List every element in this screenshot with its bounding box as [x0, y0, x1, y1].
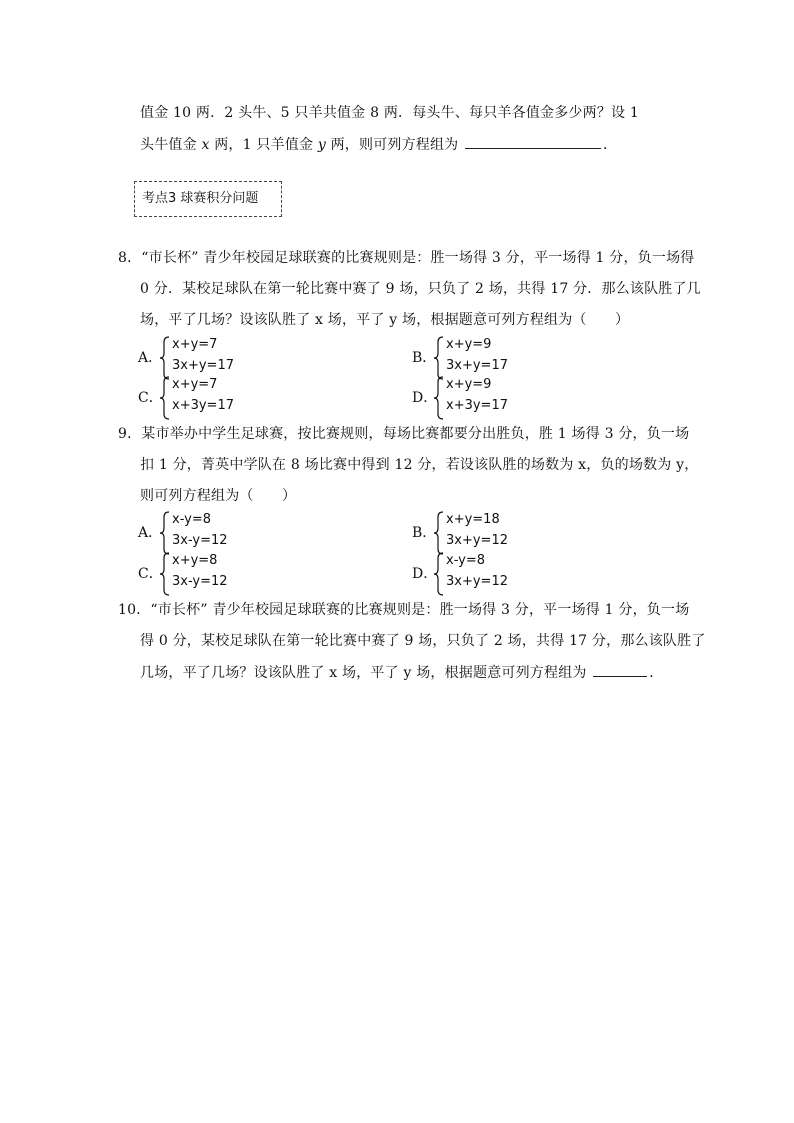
- var-y: y: [317, 137, 326, 153]
- intro-line-2-text-a: 头牛值金: [140, 137, 202, 153]
- option-letter: B．: [412, 525, 437, 541]
- q10-line-3: [140, 662, 663, 683]
- option-letter: A．: [138, 525, 163, 541]
- q8-line-2: 0 分．某校足球队在第一轮比赛中赛了 9 场，只负了 2 场，共得 17 分．那么该队胜了几: [140, 281, 701, 297]
- option-letter: A．: [138, 350, 163, 366]
- q8-line-3: 场，平了几场？设该队胜了 x 场，平了 y 场，根据题意可列方程组为（ ）: [140, 312, 630, 328]
- q10-line-3-end: ．: [649, 665, 664, 681]
- equation-1: x+y=7: [172, 377, 218, 392]
- equation-1: x+y=7: [172, 337, 218, 352]
- equation-2: 3x-y=12: [172, 574, 228, 589]
- q9-line-1: 9．某市举办中学生足球赛，按比赛规则，每场比赛都要分出胜负，胜 1 场得 3 分，负一场: [118, 426, 690, 442]
- brace-icon: [159, 376, 171, 420]
- brace-icon: [433, 376, 445, 420]
- equation-2: 3x-y=12: [172, 533, 228, 548]
- equation-2: x+3y=17: [172, 398, 234, 413]
- q9-line-2: 扣 1 分，菁英中学队在 8 场比赛中得到 12 分，若设该队胜的场数为 x，负的场数为 y，: [140, 457, 699, 473]
- option-letter: B．: [412, 350, 437, 366]
- equation-1: x+y=18: [446, 512, 500, 527]
- equation-1: x+y=9: [446, 337, 492, 352]
- q8-line-1: 8．“市长杯” 青少年校园足球联赛的比赛规则是：胜一场得 3 分，平一场得 1 分，负一场得: [118, 250, 695, 266]
- equation-1: x+y=9: [446, 377, 492, 392]
- var-x: x: [201, 137, 210, 153]
- brace-icon: [159, 511, 171, 555]
- q10-line-1: 10．“市长杯” 青少年校园足球联赛的比赛规则是：胜一场得 3 分，平一场得 1 分，负一场: [118, 602, 690, 618]
- intro-line-2-text-c: 两，则可列方程组为: [325, 137, 459, 153]
- topic-label: 考点3 球赛积分问题: [134, 181, 282, 217]
- intro-line-1: 值金 10 两．2 头牛、5 只羊共值金 8 两．每头牛、每只羊各值金多少两？设 1: [140, 105, 639, 121]
- intro-line-2-text-b: 两，1 只羊值金: [209, 137, 318, 153]
- equation-2: 3x+y=12: [446, 533, 508, 548]
- equation-2: 3x+y=17: [172, 358, 234, 373]
- equation-1: x+y=8: [172, 553, 218, 568]
- q10-line-2: 得 0 分，某校足球队在第一轮比赛中赛了 9 场，只负了 2 场，共得 17 分，那么该队胜了: [140, 633, 706, 649]
- equation-1: x-y=8: [446, 553, 486, 568]
- q10-line-3-text: 几场，平了几场？设该队胜了 x 场，平了 y 场，根据题意可列方程组为: [140, 665, 587, 681]
- brace-icon: [433, 511, 445, 555]
- option-letter: C．: [138, 390, 163, 406]
- equation-1: x-y=8: [172, 512, 212, 527]
- intro-line-2-end: ．: [603, 137, 618, 153]
- option-letter: C．: [138, 566, 163, 582]
- option-letter: D．: [412, 390, 438, 406]
- intro-line-2: [140, 134, 617, 155]
- brace-icon: [159, 336, 171, 380]
- answer-blank[interactable]: [593, 662, 647, 677]
- brace-icon: [433, 552, 445, 596]
- brace-icon: [433, 336, 445, 380]
- equation-2: x+3y=17: [446, 398, 508, 413]
- q9-line-3: 则可列方程组为（ ）: [140, 488, 297, 504]
- option-letter: D．: [412, 566, 438, 582]
- brace-icon: [159, 552, 171, 596]
- answer-blank[interactable]: [465, 134, 601, 149]
- equation-2: 3x+y=12: [446, 574, 508, 589]
- equation-2: 3x+y=17: [446, 358, 508, 373]
